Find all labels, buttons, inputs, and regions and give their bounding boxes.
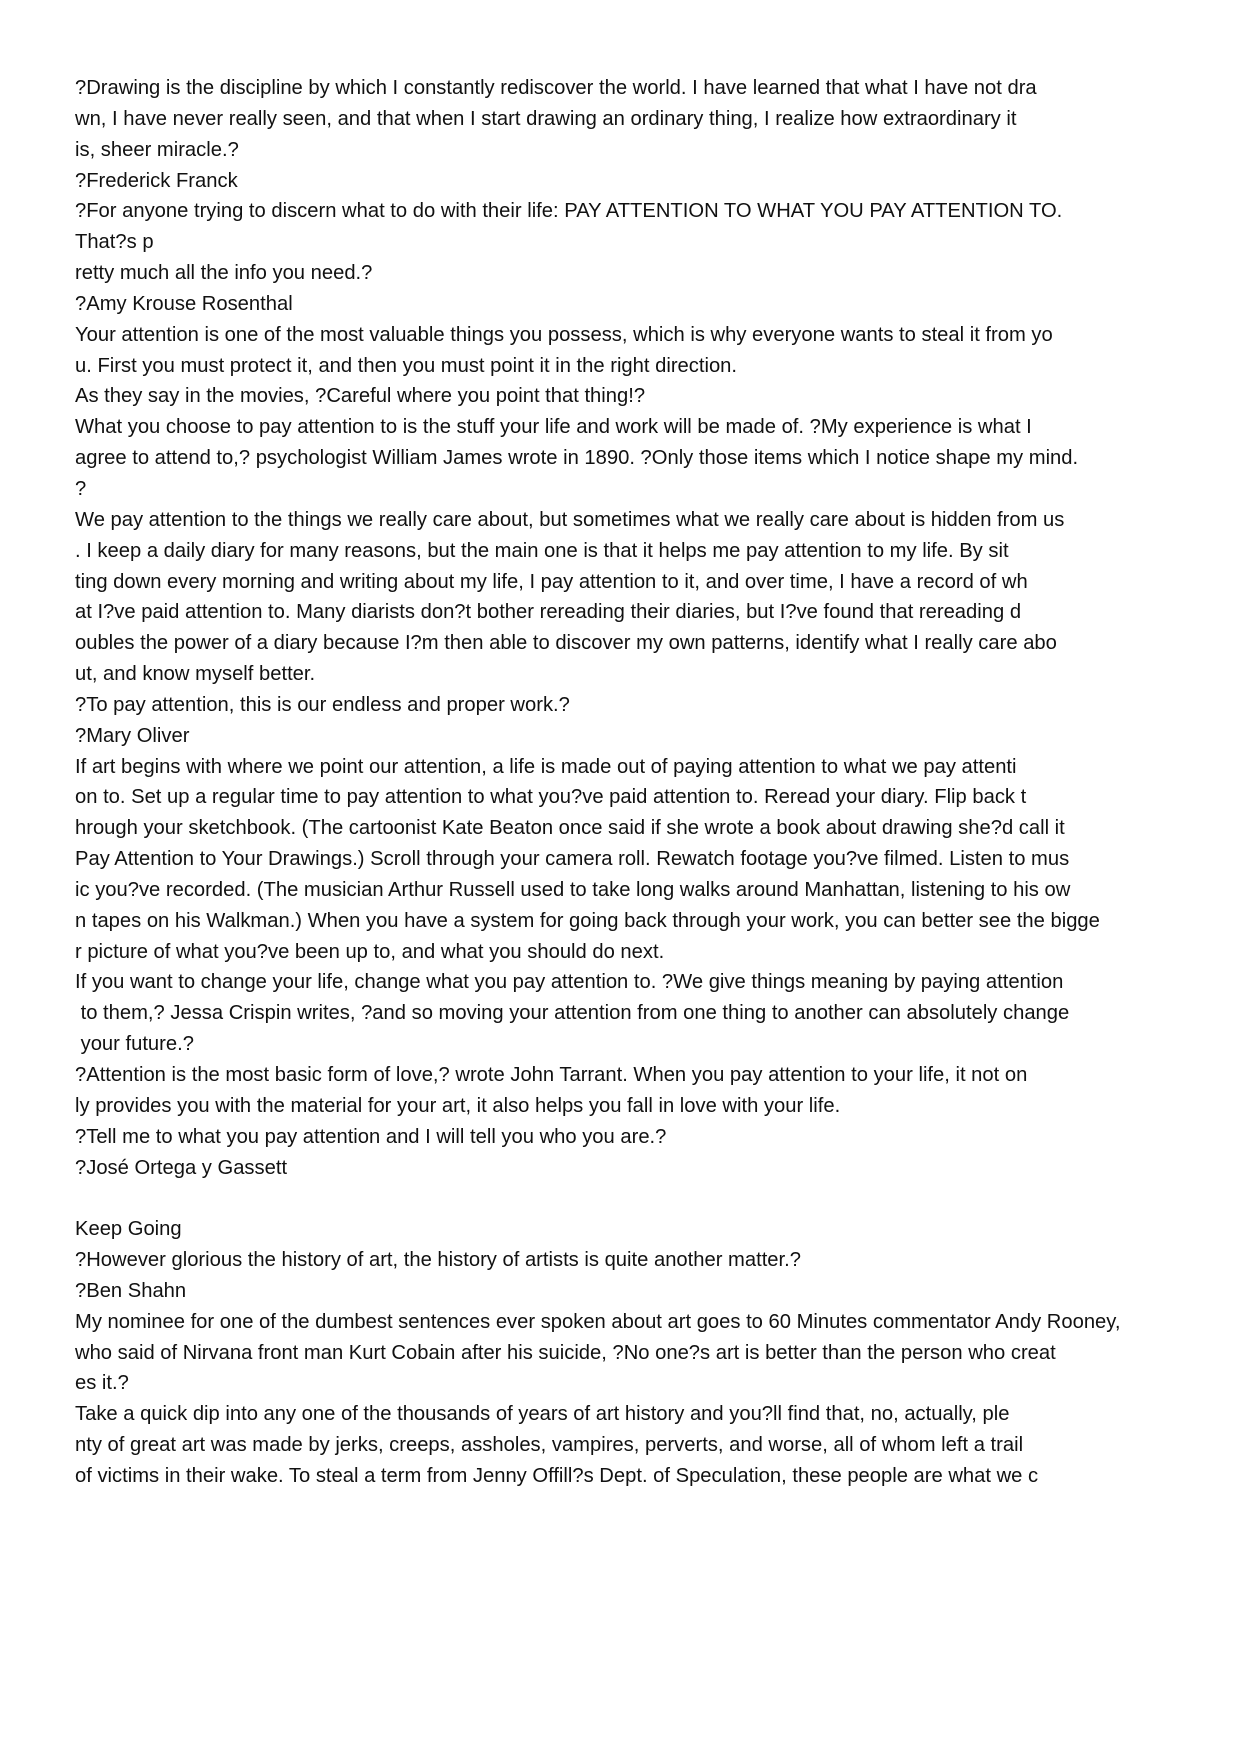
text-line: to them,? Jessa Crispin writes, ?and so moving your attention from one thing to another can absolutely change xyxy=(75,1002,1070,1025)
text-line: hrough your sketchbook. (The cartoonist Kate Beaton once said if she wrote a book about drawing she?d call it xyxy=(75,817,1065,840)
section-heading: Keep Going xyxy=(75,1218,182,1241)
text-line: ic you?ve recorded. (The musician Arthur Russell used to take long walks around Manhattan, listening to his ow xyxy=(75,878,1071,901)
text-line: nty of great art was made by jerks, creeps, assholes, vampires, perverts, and worse, all of whom left a trail xyxy=(75,1434,1024,1457)
attribution-line: ?José Ortega y Gassett xyxy=(75,1156,288,1179)
text-line: ?Drawing is the discipline by which I constantly rediscover the world. I have learned that what I have not dra xyxy=(75,77,1037,99)
attribution-line: ?Mary Oliver xyxy=(75,724,190,747)
text-line: Take a quick dip into any one of the thousands of years of art history and you?ll find that, no, actually, ple xyxy=(75,1403,1010,1426)
quote-line: ?Tell me to what you pay attention and I will tell you who you are.? xyxy=(75,1125,667,1148)
text-line: . I keep a daily diary for many reasons, but the main one is that it helps me pay attention to my life. By sit xyxy=(75,539,1009,562)
text-line: retty much all the info you need.? xyxy=(75,262,373,285)
text-line: who said of Nirvana front man Kurt Cobain after his suicide, ?No one?s art is better than the person who creat xyxy=(75,1341,1056,1364)
text-line: ut, and know myself better. xyxy=(75,663,316,686)
text-line: es it.? xyxy=(75,1372,129,1395)
text-line: My nominee for one of the dumbest sentences ever spoken about art goes to 60 Minutes commentator Andy Rooney, xyxy=(75,1310,1121,1333)
text-line: r picture of what you?ve been up to, and what you should do next. xyxy=(75,940,665,963)
text-line: ? xyxy=(75,477,87,500)
text-line: n tapes on his Walkman.) When you have a system for going back through your work, you can better see the bigge xyxy=(75,909,1100,932)
text-line: on to. Set up a regular time to pay attention to what you?ve paid attention to. Reread your diary. Flip back t xyxy=(75,786,1027,809)
quote-line: ?To pay attention, this is our endless and proper work.? xyxy=(75,693,570,716)
text-line: ting down every morning and writing about my life, I pay attention to it, and over time, I have a record of wh xyxy=(75,570,1028,593)
text-line: u. First you must protect it, and then you must point it in the right direction. xyxy=(75,354,738,377)
text-line: at I?ve paid attention to. Many diarists don?t bother rereading their diaries, but I?ve found that rereading d xyxy=(75,601,1022,624)
text-line: ?Attention is the most basic form of love,? wrote John Tarrant. When you pay attention to your life, it not on xyxy=(75,1064,1028,1086)
attribution-line: ?Frederick Franck xyxy=(75,169,238,192)
text-line: ?For anyone trying to discern what to do with their life: PAY ATTENTION TO WHAT YOU PAY ATTENTION TO. xyxy=(75,200,1063,223)
quote-line: ?However glorious the history of art, the history of artists is quite another matter.? xyxy=(75,1249,801,1272)
text-line: of victims in their wake. To steal a term from Jenny Offill?s Dept. of Speculation, these people are what we c xyxy=(75,1464,1039,1487)
text-line: If art begins with where we point our attention, a life is made out of paying attention to what we pay attenti xyxy=(75,755,1017,778)
text-line: Your attention is one of the most valuable things you possess, which is why everyone wants to steal it from yo xyxy=(75,323,1053,346)
text-line: ly provides you with the material for your art, it also helps you fall in love with your life. xyxy=(75,1094,841,1117)
blank-line xyxy=(75,1183,1195,1214)
text-line: your future.? xyxy=(75,1033,194,1056)
text-line: As they say in the movies, ?Careful where you point that thing!? xyxy=(75,385,646,408)
attribution-line: ?Ben Shahn xyxy=(75,1279,187,1302)
text-line: That?s p xyxy=(75,231,154,254)
text-line: wn, I have never really seen, and that when I start drawing an ordinary thing, I realize how extraordinary it xyxy=(75,107,1017,130)
text-line: agree to attend to,? psychologist William James wrote in 1890. ?Only those items which I notice shape my mind. xyxy=(75,447,1079,470)
text-line: is, sheer miracle.? xyxy=(75,138,239,161)
text-line: What you choose to pay attention to is the stuff your life and work will be made of. ?My experience is what I xyxy=(75,416,1032,439)
text-line: Pay Attention to Your Drawings.) Scroll through your camera roll. Rewatch footage you?ve filmed. Listen to mus xyxy=(75,848,1070,871)
text-line: oubles the power of a diary because I?m then able to discover my own patterns, identify what I really care abo xyxy=(75,632,1057,655)
text-line: If you want to change your life, change what you pay attention to. ?We give things meaning by paying attention xyxy=(75,971,1064,994)
attribution-line: ?Amy Krouse Rosenthal xyxy=(75,292,293,315)
text-line: We pay attention to the things we really care about, but sometimes what we really care about is hidden from us xyxy=(75,508,1065,531)
body-text xyxy=(75,73,1195,1492)
